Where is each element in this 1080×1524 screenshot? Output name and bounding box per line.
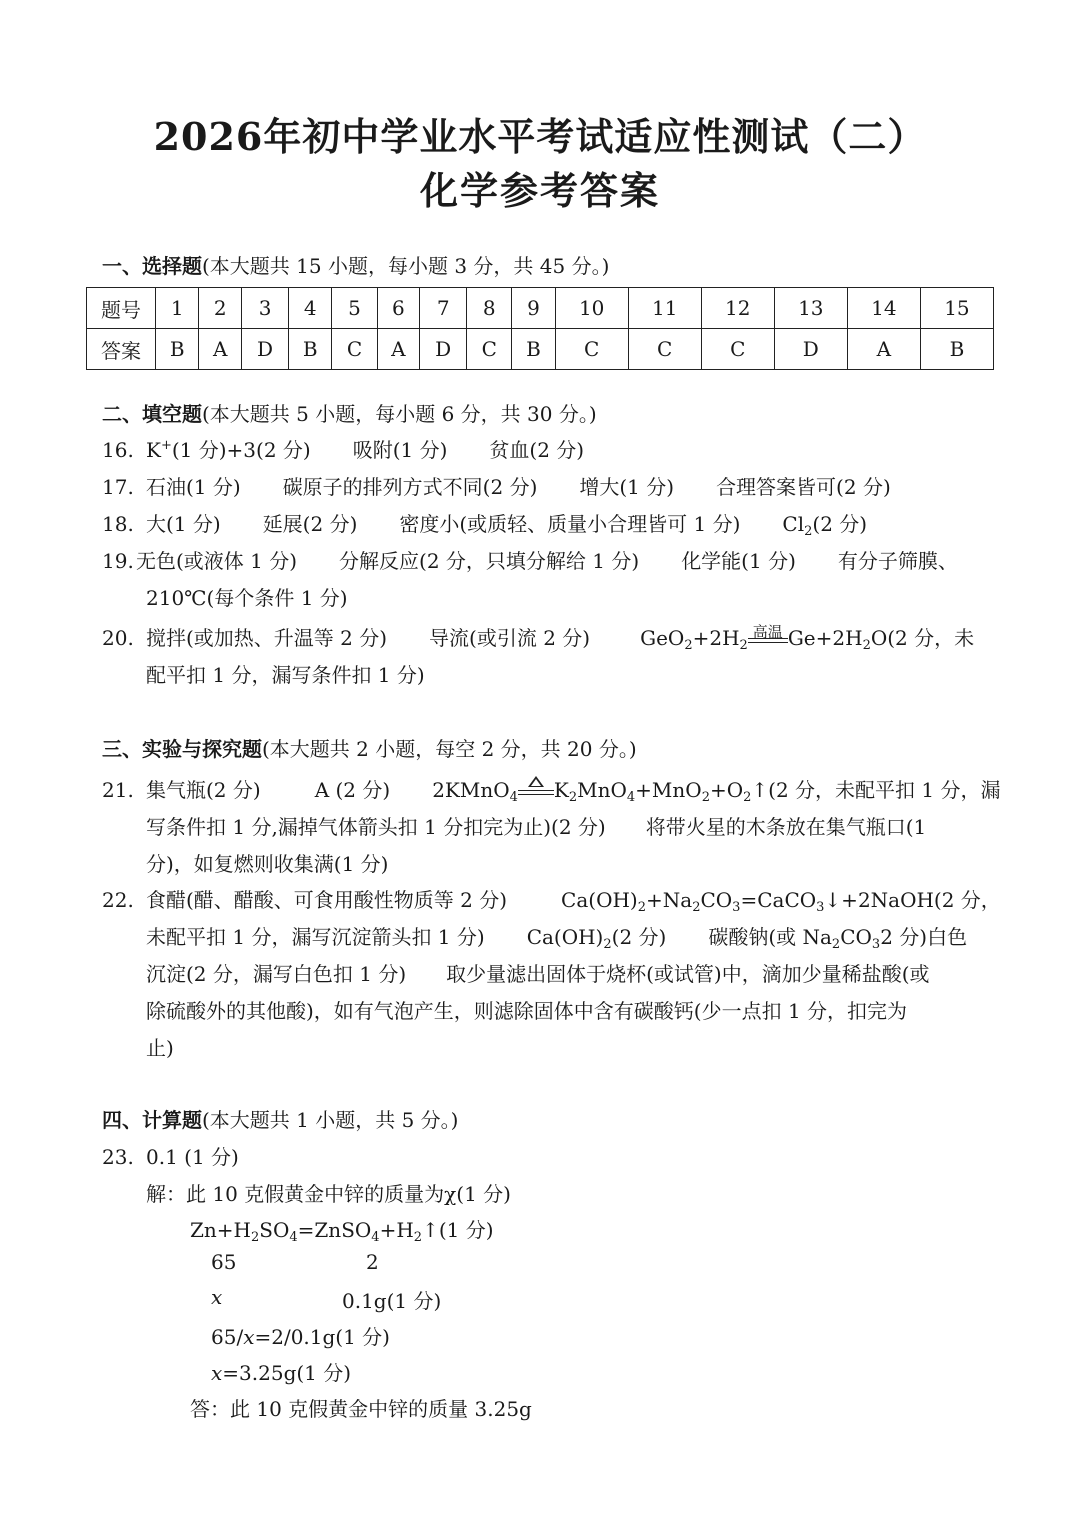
question-cell: 7: [420, 288, 467, 329]
answer-text: ↑(2 分，未配平扣 1 分，漏: [751, 778, 1001, 802]
row-label-answer: 答案: [87, 329, 156, 370]
question-cell: 13: [774, 288, 847, 329]
variable-x: x: [211, 1285, 223, 1309]
section-1-heading: [102, 250, 609, 279]
question-cell: 11: [628, 288, 701, 329]
section-3-title: 三、实验与探究题: [102, 737, 262, 761]
table-row-answers: [87, 329, 994, 370]
question-cell: 10: [555, 288, 628, 329]
formula-text: 65/: [211, 1325, 244, 1349]
formula-text: Ca(OH): [561, 888, 638, 912]
answer-text: 有分子筛膜、: [837, 549, 958, 573]
condition-text: 高温: [752, 623, 783, 641]
answer-22-line-4: 除硫酸外的其他酸)，如有气泡产生，则滤除固体中含有碳酸钙(少一点扣 1 分，扣完为: [146, 999, 908, 1023]
answer-text: 碳原子的排列方式不同(2 分): [282, 475, 538, 499]
result-line: [211, 1357, 351, 1386]
formula-text: 2KMnO: [432, 778, 510, 802]
answer-cell: B: [156, 329, 199, 370]
answer-text: 食醋(醋、醋酸、可食用酸性物质等 2 分): [146, 888, 508, 912]
ratio-row-2-left: [211, 1285, 222, 1309]
table-row-questions: [87, 288, 994, 329]
answer-cell: C: [332, 329, 377, 370]
answer-21-line-3: 分)，如复燃则收集满(1 分): [146, 852, 389, 876]
answer-text: 导流(或引流 2 分): [429, 626, 591, 650]
answer-18: [102, 508, 867, 539]
answer-text: 分解反应(2 分，只填分解给 1 分): [339, 549, 640, 573]
answer-table: [86, 287, 994, 370]
question-number: 23.: [102, 1145, 134, 1169]
answer-text: A (2 分): [314, 778, 391, 802]
question-cell: 12: [701, 288, 774, 329]
formula-text: =3.25g(1 分): [222, 1361, 352, 1385]
answer-21: [102, 774, 1001, 805]
subscript: 2: [413, 1230, 423, 1245]
answer-text: K: [146, 438, 161, 462]
subscript: 3: [816, 900, 825, 915]
subscript: 2: [831, 937, 841, 952]
subscript: 2: [862, 638, 871, 653]
answer-text: (2 分): [611, 925, 667, 949]
answer-cell: D: [242, 329, 289, 370]
section-1-note: (本大题共 15 小题，每小题 3 分，共 45 分。): [202, 254, 610, 278]
answer-cell: B: [512, 329, 555, 370]
answer-17: [102, 471, 891, 500]
subscript: 2: [804, 524, 813, 539]
subscript: 2: [739, 638, 748, 653]
answer-text: 石油(1 分): [146, 475, 241, 499]
answer-22-line-5: 止): [146, 1036, 174, 1060]
heating-condition: [518, 790, 554, 795]
question-number: 18.: [102, 512, 134, 536]
superscript: +: [160, 438, 172, 453]
answer-text: ↑(1 分): [422, 1218, 494, 1242]
page-title: 2026年初中学业水平考试适应性测试（二）: [153, 114, 927, 159]
answer-text: 集气瓶(2 分): [146, 778, 261, 802]
formula-text: CO: [840, 925, 872, 949]
formula-text: Ge+2H: [787, 626, 863, 650]
answer-19-continued: 210℃(每个条件 1 分): [146, 586, 348, 610]
answer-text: 增大(1 分): [579, 475, 675, 499]
section-4-note: (本大题共 1 小题，共 5 分。): [202, 1108, 459, 1132]
question-cell: 4: [289, 288, 332, 329]
formula-text: Zn+H: [190, 1218, 251, 1242]
question-number: 22.: [102, 888, 134, 912]
formula-text: Ca(OH): [526, 925, 604, 949]
section-1-title: 一、选择题: [102, 254, 202, 278]
answer-20: [102, 622, 974, 653]
subscript: 2: [637, 900, 646, 915]
answer-text: ↓+2NaOH(2 分，: [824, 888, 1001, 912]
answer-cell: C: [555, 329, 628, 370]
answer-text: 无色(或液体 1 分): [136, 549, 298, 573]
answer-23: [102, 1141, 239, 1170]
answer-cell: C: [701, 329, 774, 370]
answer-22-line-2: [146, 921, 967, 952]
subscript: 4: [509, 790, 518, 805]
proportion-line: [211, 1321, 390, 1350]
subscript: 2: [684, 638, 693, 653]
question-cell: 3: [242, 288, 289, 329]
section-3-heading: [102, 733, 637, 762]
question-cell: 1: [156, 288, 199, 329]
answer-cell: B: [289, 329, 332, 370]
page-subtitle: 化学参考答案: [419, 168, 660, 213]
subscript: 2: [701, 790, 710, 805]
subscript: 4: [371, 1230, 380, 1245]
ratio-row-2-right: 0.1g(1 分): [342, 1289, 442, 1313]
subscript: 4: [289, 1230, 298, 1245]
equation: [432, 778, 1001, 805]
answer-cell: A: [377, 329, 420, 370]
answer-text: 延展(2 分): [262, 512, 358, 536]
ratio-row-1-right: 2: [366, 1250, 379, 1274]
answer-text: 化学能(1 分): [681, 549, 796, 573]
formula-text: SO: [259, 1218, 290, 1242]
question-number: 17.: [102, 475, 134, 499]
question-cell: 8: [467, 288, 512, 329]
subscript: 2: [692, 900, 701, 915]
answer-cell: D: [420, 329, 467, 370]
formula-text: +Na: [646, 888, 693, 912]
answer-cell: D: [774, 329, 847, 370]
subscript: 3: [732, 900, 741, 915]
formula-text: CO: [700, 888, 733, 912]
question-number: 19.: [102, 549, 134, 573]
variable-x: x: [243, 1325, 255, 1349]
question-cell: 6: [377, 288, 420, 329]
answer-text: 密度小(或质轻、质量小合理皆可 1 分): [399, 512, 741, 536]
question-number: 20.: [102, 626, 134, 650]
section-4-title: 四、计算题: [102, 1108, 202, 1132]
formula-text: MnO: [577, 778, 627, 802]
answer-20-continued: 配平扣 1 分，漏写条件扣 1 分): [146, 663, 425, 687]
variable-x: x: [211, 1361, 223, 1385]
formula-text: =CaCO: [740, 888, 817, 912]
question-cell: 5: [332, 288, 377, 329]
section-4-heading: [102, 1104, 458, 1133]
answer-text: 贫血(2 分): [489, 438, 585, 462]
answer-text: 0.1 (1 分): [146, 1145, 239, 1169]
answer-21-line-2: 写条件扣 1 分,漏掉气体箭头扣 1 分扣完为止)(2 分) 将带火星的木条放在集气瓶口(1: [146, 815, 927, 839]
question-cell: 15: [920, 288, 993, 329]
answer-cell: C: [467, 329, 512, 370]
answer-16: [102, 434, 584, 463]
answer-text: 合理答案皆可(2 分): [716, 475, 891, 499]
ratio-row-1-left: 65: [211, 1250, 237, 1274]
answer-19: [102, 545, 958, 574]
equation: [640, 623, 975, 653]
subscript: 2: [603, 937, 612, 952]
subscript: 3: [871, 937, 881, 952]
answer-text: (1 分)+3(2 分): [171, 438, 311, 462]
solution-intro: 解：此 10 克假黄金中锌的质量为χ(1 分): [146, 1182, 511, 1206]
subscript: 2: [250, 1230, 260, 1245]
question-cell: 9: [512, 288, 555, 329]
answer-text: 搅拌(或加热、升温等 2 分): [146, 626, 388, 650]
formula-text: +MnO: [635, 778, 702, 802]
answer-cell: B: [920, 329, 993, 370]
row-label-question: 题号: [87, 288, 156, 329]
formula-text: =ZnSO: [297, 1218, 372, 1242]
section-2-title: 二、填空题: [102, 402, 202, 426]
answer-text: 2 分)白色: [880, 925, 968, 949]
subscript: 2: [568, 790, 578, 805]
section-2-note: (本大题共 5 小题，每小题 6 分，共 30 分。): [202, 402, 597, 426]
answer-text: 吸附(1 分): [352, 438, 448, 462]
answer-cell: C: [628, 329, 701, 370]
section-2-heading: [102, 398, 597, 427]
formula-text: Cl: [782, 512, 805, 536]
equals-bar: [518, 790, 554, 795]
formula-text: +2H: [692, 626, 740, 650]
answer-text: (2 分): [812, 512, 868, 536]
final-answer: 答：此 10 克假黄金中锌的质量 3.25g: [190, 1397, 532, 1421]
answer-22-line-3: 沉淀(2 分，漏写白色扣 1 分) 取少量滤出固体于烧杯(或试管)中，滴加少量稀盐酸(或: [146, 962, 930, 986]
answer-cell: A: [199, 329, 242, 370]
section-3-note: (本大题共 2 小题，每空 2 分，共 20 分。): [262, 737, 637, 761]
answer-text: 未配平扣 1 分，漏写沉淀箭头扣 1 分): [146, 925, 485, 949]
formula-text: +O: [709, 778, 744, 802]
answer-22: [102, 884, 1001, 915]
answer-cell: A: [847, 329, 920, 370]
formula-text: K: [553, 778, 569, 802]
question-number: 16.: [102, 438, 134, 462]
heat-triangle-icon: [528, 776, 544, 787]
solution-equation: [190, 1214, 494, 1245]
answer-text: 碳酸钠(或 Na: [708, 925, 832, 949]
formula-text: O(2 分，未: [870, 626, 975, 650]
question-cell: 14: [847, 288, 920, 329]
reaction-condition: [748, 623, 788, 643]
formula-text: +H: [379, 1218, 414, 1242]
question-cell: 2: [199, 288, 242, 329]
question-number: 21.: [102, 778, 134, 802]
formula-text: =2/0.1g(1 分): [254, 1325, 390, 1349]
subscript: 4: [626, 790, 636, 805]
answer-text: 大(1 分): [146, 512, 221, 536]
subscript: 2: [743, 790, 752, 805]
formula-text: GeO: [640, 626, 685, 650]
